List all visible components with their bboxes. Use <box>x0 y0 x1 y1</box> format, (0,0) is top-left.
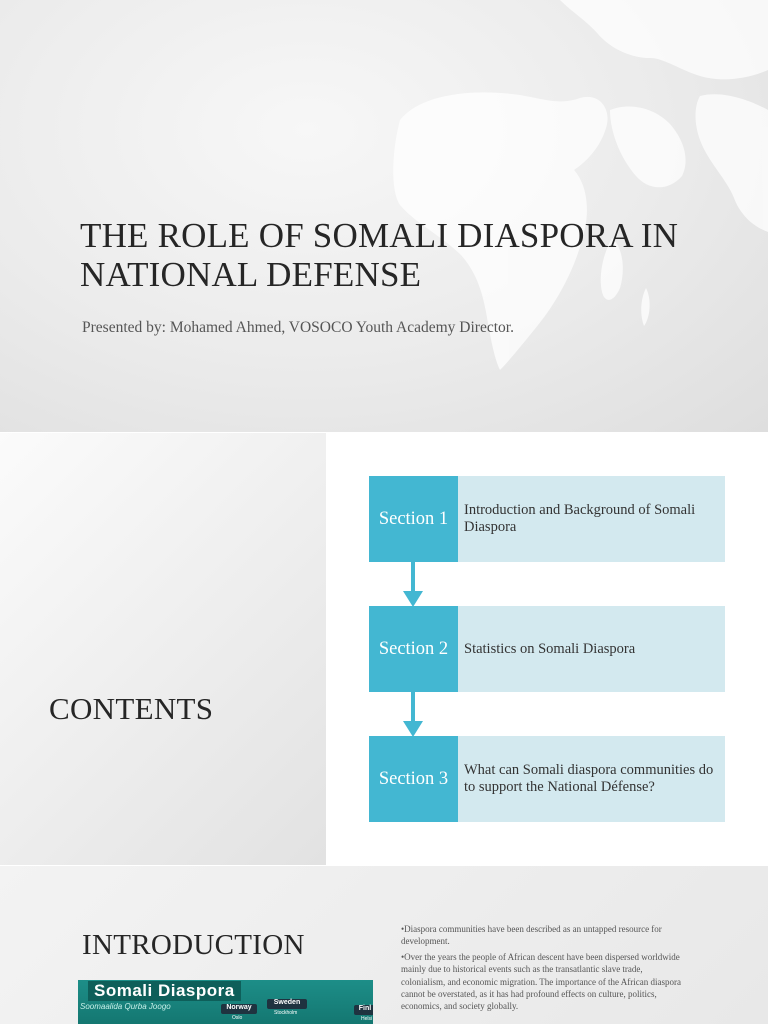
somali-diaspora-image <box>78 980 373 1024</box>
contents-heading: CONTENTS <box>49 691 214 726</box>
image-city-oslo: Oslo <box>232 1015 243 1021</box>
section-3-label: Section 3 <box>369 736 458 822</box>
bullet-1: •Diaspora communities have been described as an untapped resource for development. <box>401 924 662 947</box>
image-country-finland: Finl <box>354 1005 373 1015</box>
introduction-bullets <box>401 923 686 1016</box>
arrow-down-icon <box>402 562 424 607</box>
section-1-text: Introduction and Background of Somali Diaspora <box>458 476 725 562</box>
image-city-stockholm: Stockholm <box>274 1010 298 1016</box>
section-2-row <box>369 606 725 692</box>
bullet-2: •Over the years the people of African descent have been dispersed worldwide mainly due to historical events such as the transatlantic slave trade, colonialism, and economic migration. The importance of the African diaspora cannot be overstated, as it has had profound effects on culture, politics, economics, and society globally. <box>401 951 681 1012</box>
image-country-norway: Norway <box>221 1004 257 1014</box>
arrow-down-icon <box>402 692 424 737</box>
introduction-heading: INTRODUCTION <box>82 929 305 961</box>
section-1-row <box>369 476 725 562</box>
image-country-sweden: Sweden <box>267 999 307 1009</box>
title-slide <box>0 0 768 432</box>
section-2-text: Statistics on Somali Diaspora <box>458 606 725 692</box>
section-3-row <box>369 736 725 822</box>
section-1-label: Section 1 <box>369 476 458 562</box>
image-title: Somali Diaspora <box>88 981 241 1001</box>
section-2-label: Section 2 <box>369 606 458 692</box>
introduction-slide <box>0 866 768 1024</box>
image-caption: Soomaalida Qurba Joogo <box>80 1002 171 1011</box>
contents-slide <box>0 433 768 865</box>
presentation-title: THE ROLE OF SOMALI DIASPORA IN NATIONAL DEFENSE <box>80 216 679 294</box>
image-city-helsinki: Helsi <box>361 1016 373 1022</box>
section-3-text: What can Somali diaspora communities do to support the National Défense? <box>458 736 725 822</box>
presenter-subtitle: Presented by: Mohamed Ahmed, VOSOCO Youth Academy Director. <box>82 319 514 336</box>
contents-left-panel <box>0 433 326 865</box>
